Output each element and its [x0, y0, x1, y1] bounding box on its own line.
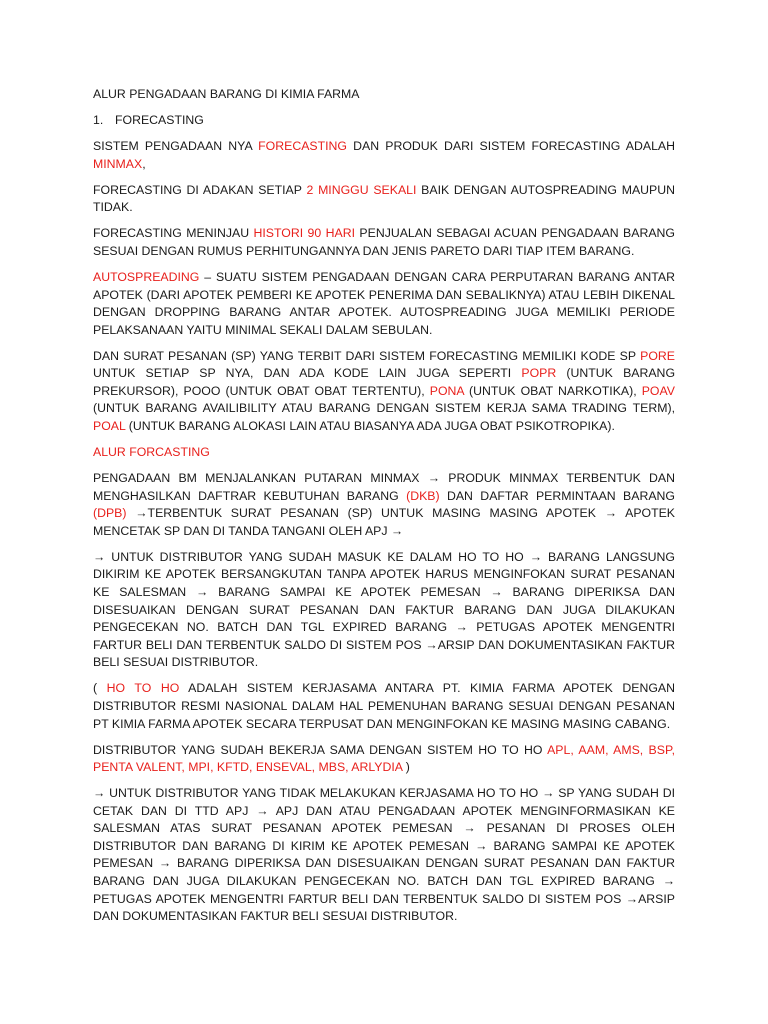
paragraph	[93, 225, 675, 260]
section-number: 1.	[93, 113, 104, 128]
paragraph-text: UNTUK SETIAP SP NYA, DAN ADA KODE LAIN JUGA SEPERTI	[93, 366, 522, 381]
paragraph-text: DISTRIBUTOR YANG SUDAH BEKERJA SAMA DENGAN SISTEM HO TO HO	[93, 742, 548, 757]
paragraph-text: DAN SURAT PESANAN (SP) YANG TERBIT DARI SISTEM FORECASTING MEMILIKI KODE SP	[93, 348, 641, 363]
paragraph	[93, 138, 675, 173]
highlighted-text: AUTOSPREADING	[93, 269, 200, 284]
highlighted-text: (DKB)	[406, 488, 440, 503]
paragraph	[93, 470, 675, 540]
highlighted-text: HISTORI 90 HARI	[253, 226, 356, 241]
document-title: ALUR PENGADAAN BARANG DI KIMIA FARMA	[93, 87, 360, 101]
paragraph	[93, 444, 675, 462]
paragraph-text: PENJUALAN SEBAGAI ACUAN PENGADAAN BARANG SESUAI DENGAN RUMUS PERHITUNGANNYA DAN JENIS PARETO DARI TIAP ITEM BARANG.	[93, 226, 675, 258]
paragraph-text: DAN PRODUK DARI SISTEM FORECASTING ADALAH	[346, 139, 675, 154]
paragraph-text: PENGADAAN BM MENJALANKAN PUTARAN MINMAX → PRODUK MINMAX TERBENTUK DAN MENGHASILKAN DAFTRAR KEBUTUHAN BARANG	[93, 471, 675, 503]
paragraph	[93, 785, 675, 926]
paragraph	[93, 348, 675, 436]
paragraph-text: ADALAH SISTEM KERJASAMA ANTARA PT. KIMIA FARMA APOTEK DENGAN DISTRIBUTOR RESMI NASIONAL DALAM HAL PEMENUHAN BARANG SESUAI DENGAN PESANAN PT KIMIA FARMA APOTEK SECARA TERPUSAT DAN MENGINFOKAN KE MASING MASING CABANG.	[93, 681, 676, 731]
paragraph-text: FORECASTING DI ADAKAN SETIAP	[93, 182, 307, 197]
paragraph	[93, 680, 675, 733]
paragraph-text: (UNTUK BARANG AVAILIBILITY ATAU BARANG DENGAN SISTEM KERJA SAMA TRADING TERM),	[93, 401, 675, 416]
paragraph-text: SISTEM PENGADAAN NYA	[93, 139, 259, 154]
highlighted-text: HO TO HO	[106, 681, 180, 696]
paragraph-text: →TERBENTUK SURAT PESANAN (SP) UNTUK MASING MASING APOTEK → APOTEK MENCETAK SP DAN DI TANDA TANGANI OLEH APJ →	[93, 506, 675, 538]
highlighted-text: 2 MINGGU SEKALI	[306, 182, 417, 197]
paragraph-text: (	[93, 681, 107, 696]
highlighted-text: POAL	[93, 419, 126, 434]
paragraph	[93, 742, 675, 777]
paragraph	[93, 182, 675, 217]
highlighted-text: FORECASTING	[258, 139, 347, 154]
paragraph-text: – SUATU SISTEM PENGADAAN DENGAN CARA PERPUTARAN BARANG ANTAR APOTEK (DARI APOTEK PEMBERI KE APOTEK PENERIMA DAN SEBALIKNYA) ATAU LEBIH DIKENAL DENGAN DROPPING BARANG ANTAR APOTEK. AUTOSPREADING JUGA MEMILIKI PERIODE PELAKSANAAN YAITU MINIMAL SEKALI DALAM SEBULAN.	[93, 269, 675, 337]
paragraph-text: (UNTUK OBAT NARKOTIKA),	[463, 383, 642, 398]
highlighted-text: ALUR FORCASTING	[93, 445, 210, 460]
paragraph-text: → UNTUK DISTRIBUTOR YANG SUDAH MASUK KE DALAM HO TO HO → BARANG LANGSUNG DIKIRIM KE APOTEK BERSANGKUTAN TANPA APOTEK HARUS MENGINFOKAN SURAT PESANAN KE SALESMAN → BARANG SAMPAI KE APOTEK PEMESAN → BARANG DIPERIKSA DAN DISESUAIKAN DENGAN SURAT PESANAN DAN FAKTUR BARANG DAN JUGA DILAKUKAN PENGECEKAN NO. BATCH DAN TGL EXPIRED BARANG → PETUGAS APOTEK MENGENTRI FARTUR BELI DAN TERBENTUK SALDO DI SISTEM POS →ARSIP DAN DOKUMENTASIKAN FAKTUR BELI SESUAI DISTRIBUTOR.	[93, 549, 675, 670]
highlighted-text: POPR	[521, 366, 557, 381]
paragraph-text: ,	[142, 156, 146, 171]
highlighted-text: (DPB)	[93, 506, 127, 521]
section-heading-text: FORECASTING	[115, 113, 204, 128]
paragraph	[93, 269, 675, 339]
paragraph-list	[93, 138, 675, 926]
paragraph-text: (UNTUK BARANG ALOKASI LAIN ATAU BIASANYA ADA JUGA OBAT PSIKOTROPIKA).	[125, 419, 615, 434]
paragraph-text: )	[402, 760, 410, 775]
paragraph-text: FORECASTING MENINJAU	[93, 226, 254, 241]
paragraph	[93, 549, 675, 672]
highlighted-text: MINMAX	[93, 156, 143, 171]
highlighted-text: PONA	[429, 383, 464, 398]
paragraph-text: DAN DAFTAR PERMINTAAN BARANG	[439, 488, 675, 503]
highlighted-text: PORE	[640, 348, 675, 363]
highlighted-text: APL, AAM, AMS, BSP, PENTA VALENT, MPI, KFTD, ENSEVAL, MBS, ARLYDIA	[93, 742, 675, 775]
paragraph-text: BAIK DENGAN AUTOSPREADING MAUPUN TIDAK.	[93, 182, 675, 215]
document-body	[93, 86, 675, 934]
highlighted-text: POAV	[641, 383, 675, 398]
paragraph-text: → UNTUK DISTRIBUTOR YANG TIDAK MELAKUKAN KERJASAMA HO TO HO → SP YANG SUDAH DI CETAK DAN DI TTD APJ → APJ DAN ATAU PENGADAAN APOTEK MENGINFORMASIKAN KE SALESMAN ATAS SURAT PESANAN APOTEK PEMESAN → PESANAN DI PROSES OLEH DISTRIBUTOR DAN BARANG DI KIRIM KE APOTEK PEMESAN → BARANG SAMPAI KE APOTEK PEMESAN → BARANG DIPERIKSA DAN DISESUAIKAN DENGAN SURAT PESANAN DAN FAKTUR BARANG DAN JUGA DILAKUKAN PENGECEKAN NO. BATCH DAN TGL EXPIRED BARANG → PETUGAS APOTEK MENGENTRI FARTUR BELI DAN TERBENTUK SALDO DI SISTEM POS →ARSIP DAN DOKUMENTASIKAN FAKTUR BELI SESUAI DISTRIBUTOR.	[93, 786, 675, 924]
paragraph-text: (UNTUK BARANG PREKURSOR), POOO (UNTUK OBAT OBAT TERTENTU),	[93, 366, 676, 398]
section-heading	[93, 112, 675, 130]
